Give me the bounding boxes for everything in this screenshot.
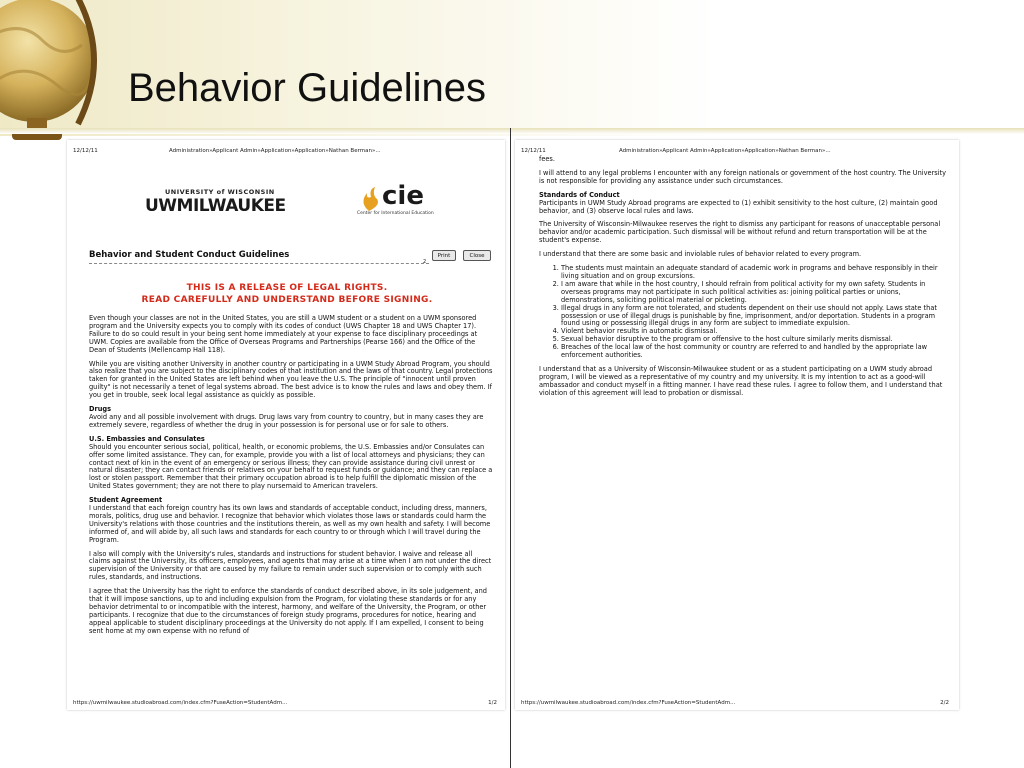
legal-warning: [107, 282, 467, 306]
document-page-2: [515, 140, 959, 710]
cie-logo-text: cie: [382, 181, 424, 211]
drugs-paragraph: Avoid any and all possible involvement with drugs. Drug laws vary from country to country, but in many cases they are extremely severe, regardless of whether the drug in your possession is for personal use or for sale to others.: [89, 412, 484, 429]
intro-paragraph: Even though your classes are not in the United States, you are still a UWM student or a student on a UWM sponsored program and the University expects you to comply with its codes of conduct (UWS Chapter 18 and UWS Chapter 17). Failure to do so could result in your being sent home immediately at your expense to face disciplinary proceedings at UWM. Copies are available from the Office of Overseas Programs and Partnerships (Pearse 166) and the Office of the Dean of Students (Mellencamp Hall 118).: [89, 314, 478, 354]
agreement-heading: Student Agreement: [89, 496, 163, 505]
final-agreement-paragraph: I understand that as a University of Wisconsin-Milwaukee student or as a student participating on a UWM study abroad program, I will be viewed as a representative of my country and my university. It is my intention to act as a good-will ambassador and conduct myself in a fitting manner. I have read these rules. I agree to follow them, and I understand that violation of this agreement will lead to probation or dismissal.: [539, 364, 943, 397]
enforce-paragraph: I agree that the University has the right to enforce the standards of conduct described above, in its sole judgement, and that it will impose sanctions, up to and including expulsion from the Program, for violating these standards or for any behavior detrimental to or incompatible with the interest, harmony, and welfare of the University, the Program, or other participants. I recognize that due to the circumstances of foreign study programs, procedures for notice, hearing and appeal applicable to student disciplinary proceedings at the University do not apply. If I am expelled, I consent to being sent home at my own expense with no refund of: [89, 587, 487, 635]
uwm-logo: [145, 188, 286, 216]
list-item: 6. Breaches of the local law of the host community or country are referred to and handled by the appropriate law enforcement authorities.: [561, 344, 949, 360]
list-item: 2. I am aware that while in the host country, I should refrain from political activity for my own safety. Students in overseas programs may not participate in such political activities as: joining political parties or unions, demonstrations, soliciting political material or picketing.: [561, 281, 949, 305]
drugs-heading: Drugs: [89, 405, 112, 414]
close-button[interactable]: Close: [463, 250, 491, 261]
list-item: 1. The students must maintain an adequate standard of academic work in programs and behave responsibly in their living situation and on group excursions.: [561, 265, 949, 281]
cie-logo: [355, 181, 435, 225]
embassy-paragraph: Should you encounter serious social, political, health, or economic problems, the U.S. Embassies and/or Consulates can offer some limited assistance. They can, for example, provide you with a list of local attorneys and physicians; they can contact next of kin in the event of an emergency or serious illness; they can provide assistance during civil unrest or natural disaster; they can contact friends or relatives on your behalf to request funds or guidance; and they can replace a lost or stolen passport. Remember that their primary occupation abroad is to help fulfill the diplomatic mission of the United States government; they are not there to play nursemaid to American travelers.: [89, 442, 493, 491]
page2-header-date: 12/12/11: [521, 148, 546, 154]
list-item: 5. Sexual behavior disruptive to the program or offensive to the host culture similarly merits dismissal.: [561, 336, 949, 344]
visiting-paragraph: While you are visiting another University in another country or participating in a UWM Study Abroad Program, you should also realize that you are subject to the disciplinary codes of that institution and the laws of that country. Legal protections taken for granted in the United States are left behind when you leave the U.S. The principle of "innocent until proven guilty" is not necessarily a tenet of legal systems abroad. The best advice is to know the rules and laws and obey them. If you get in trouble, seek local legal assistance as quickly as possible.: [89, 359, 493, 400]
cie-flame-icon: [355, 185, 383, 213]
list-item: 4. Violent behavior results in automatic dismissal.: [561, 328, 949, 336]
uwm-logo-university: UNIVERSITY of WISCONSIN: [165, 188, 275, 196]
standards-heading: Standards of Conduct: [539, 190, 620, 199]
cie-logo-subtitle: Center for International Education: [357, 211, 434, 216]
form-title-rule: [89, 263, 429, 264]
standards-paragraph: Participants in UWM Study Abroad programs are expected to (1) exhibit sensitivity to the host culture, (2) maintain good behavior, and (3) observe local rules and laws.: [539, 198, 938, 215]
fees-text: fees.: [539, 155, 555, 163]
page-divider: [510, 128, 511, 768]
form-number: 2: [423, 259, 427, 265]
list-item: 3. Illegal drugs in any form are not tolerated, and students dependent on their use should not apply. Laws state that possession or use of illegal drugs is punishable by fine, imprisonment, and/or deportation. Students in a program found using or possessing illegal drugs in any form are subject to immediate expulsion.: [561, 305, 949, 329]
globe-icon: [0, 0, 112, 160]
legal-warning-line2: READ CAREFULLY AND UNDERSTAND BEFORE SIGNING.: [141, 295, 433, 305]
dismiss-paragraph: The University of Wisconsin-Milwaukee reserves the right to dismiss any participant for reasons of unacceptable personal behavior and/or academic participation. Such dismissal will be without refund and return transportation will be at the student's expense.: [539, 220, 941, 245]
page1-footer-page: 1/2: [488, 700, 497, 706]
legal-warning-line1: THIS IS A RELEASE OF LEGAL RIGHTS.: [186, 283, 388, 293]
page1-header-path: Administration»Applicant Admin»Application»Application»Nathan Berman»...: [169, 148, 381, 154]
comply-paragraph: I also will comply with the University's rules, standards and instructions for student behavior. I waive and release all claims against the University, its officers, employees, and agents that may arise at a time when I am not under the direct supervision of the University or that are caused by my failure to remain under such supervision or to comply with such rules, standards, and instructions.: [89, 549, 492, 582]
page2-footer-page: 2/2: [940, 700, 949, 706]
print-button[interactable]: Print: [432, 250, 456, 261]
page1-footer-url: https://uwmilwaukee.studioabroad.com/index.cfm?FuseAction=StudentAdm...: [73, 700, 288, 706]
page1-header-date: 12/12/11: [73, 148, 98, 154]
rules-intro: I understand that there are some basic and inviolable rules of behavior related to every program.: [539, 250, 862, 259]
page2-footer-url: https://uwmilwaukee.studioabroad.com/index.cfm?FuseAction=StudentAdm...: [521, 700, 736, 706]
uwm-logo-main: UWMILWAUKEE: [145, 196, 286, 216]
embassy-heading: U.S. Embassies and Consulates: [89, 434, 205, 443]
page1-body: [89, 315, 494, 642]
legal-problems-paragraph: I will attend to any legal problems I encounter with any foreign nationals or government of the host country. The University is not responsible for providing any assistance under such circumstances.: [539, 168, 947, 185]
page2-body: [539, 156, 949, 404]
agreement-paragraph: I understand that each foreign country has its own laws and standards of acceptable conduct, including dress, manners, morals, politics, drug use and behavior. I recognize that behavior which violates those laws or standards could harm the University's relations with those countries and the institutions therein, as well as my own health and safety. I will become informed of, and will abide by, all such laws and standards for each country to or through which I will travel during the Program.: [89, 504, 491, 544]
header-shadow: [0, 128, 1024, 134]
document-page-1: [67, 140, 505, 710]
form-title: Behavior and Student Conduct Guidelines: [89, 250, 290, 260]
rules-list: [539, 265, 949, 360]
page2-header-path: Administration»Applicant Admin»Application»Application»Nathan Berman»...: [619, 148, 831, 154]
slide-title: Behavior Guidelines: [128, 66, 486, 110]
